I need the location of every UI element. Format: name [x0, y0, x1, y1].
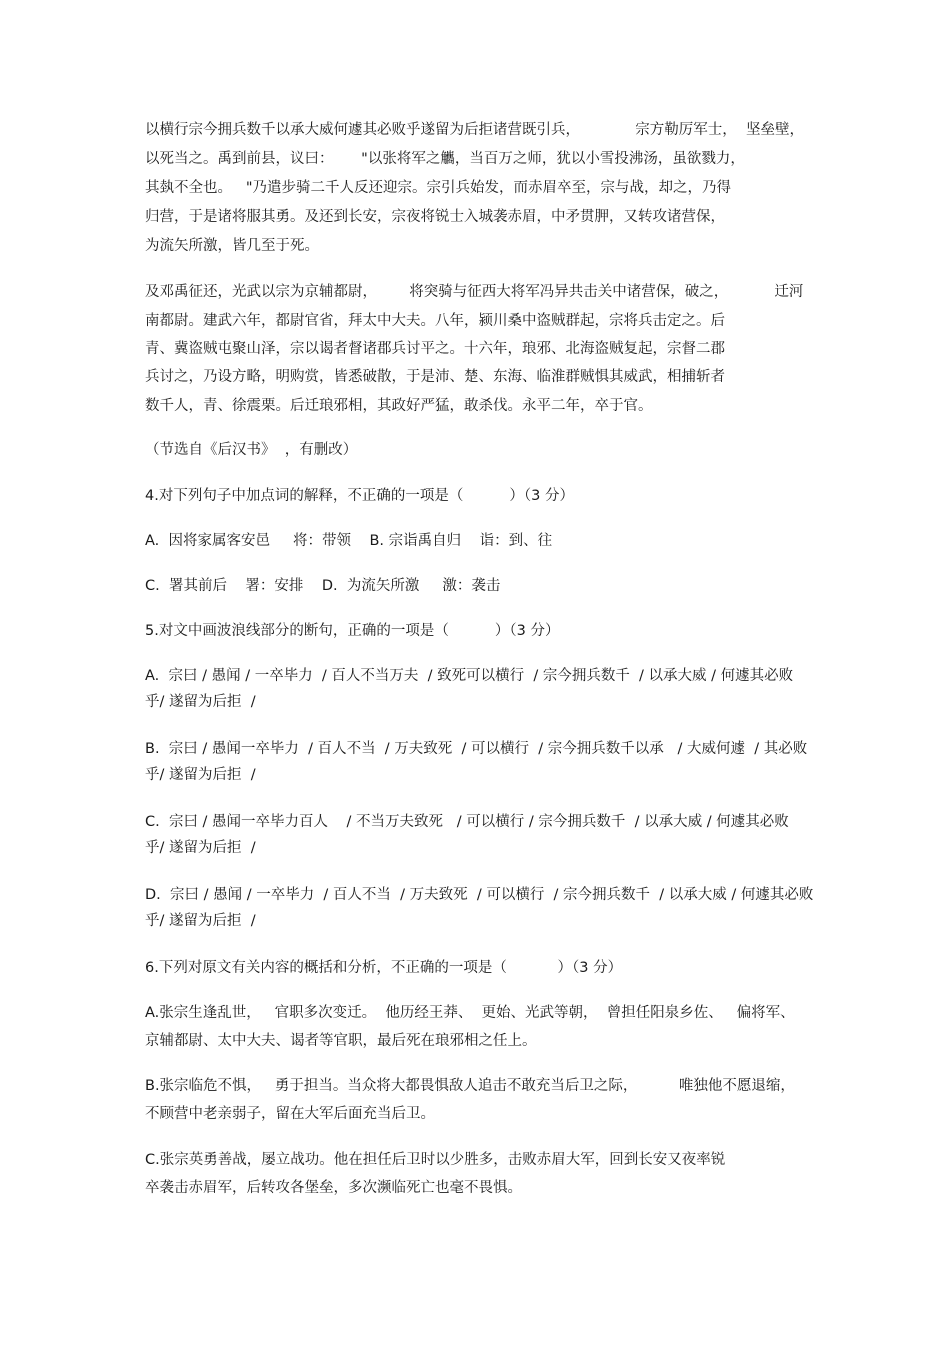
- passage-line: 其埶不全也。 "乃遣步骑二千人反还迎宗。宗引兵始发，而赤眉卒至，宗与战，却之，乃得: [145, 180, 731, 196]
- question-4-options-cd: C. 署其前后 署：安排 D. 为流矢所激 激：袭击: [145, 578, 501, 594]
- question-5-option-b-cont: 乎/ 遂留为后拒 /: [145, 767, 256, 783]
- source-note: （节选自《后汉书》 ，有删改）: [145, 442, 358, 458]
- passage-line: 兵讨之，乃设方略，明购赏，皆悉破散，于是沛、楚、东海、临淮群贼惧其威武，相捕斩者: [145, 369, 725, 385]
- question-5-option-c-cont: 乎/ 遂留为后拒 /: [145, 840, 256, 856]
- passage-line: 数千人，青、徐震栗。后迁琅邪相，其政好严猛，敢杀伐。永平二年，卒于官。: [145, 398, 653, 414]
- question-6-option-c: C.张宗英勇善战，屡立战功。他在担任后卫时以少胜多，击败赤眉大军，回到长安又夜率锐: [145, 1152, 726, 1168]
- question-5-option-b: B. 宗曰 / 愚闻一卒毕力 / 百人不当 / 万夫致死 / 可以横行 / 宗今拥兵数千以承 / 大威何遽 / 其必败: [145, 741, 808, 757]
- passage-line: 青、冀盗贼屯聚山泽，宗以谒者督诸郡兵讨平之。十六年，琅邪、北海盗贼复起，宗督二郡: [145, 341, 725, 357]
- question-6-option-b-cont: 不顾营中老亲弱子，留在大军后面充当后卫。: [145, 1106, 435, 1122]
- question-5: 5.对文中画波浪线部分的断句，正确的一项是（ ）（3 分）: [145, 623, 560, 639]
- question-5-option-d-cont: 乎/ 遂留为后拒 /: [145, 913, 256, 929]
- question-4-options-ab: A. 因将家属客安邑 将：带领 B. 宗诣禹自归 诣：到、往: [145, 533, 553, 549]
- passage-line: 为流矢所激，皆几至于死。: [145, 238, 319, 254]
- question-6-option-a-cont: 京辅都尉、太中大夫、谒者等官职，最后死在琅邪相之任上。: [145, 1033, 537, 1049]
- passage-line: 南都尉。建武六年，都尉官省，拜太中大夫。八年，颍川桑中盗贼群起，宗将兵击定之。后: [145, 313, 725, 329]
- passage-line: 以死当之。禹到前县，议曰： "以张将军之觿，当百万之师，犹以小雪投沸汤，虽欲戮力，: [145, 151, 745, 167]
- passage-line: 及邓禹征还，光武以宗为京辅都尉， 将突骑与征西大将军冯异共击关中诸营保，破之， 迁河: [145, 284, 804, 300]
- passage-line: 归营，于是诸将服其勇。及还到长安，宗夜将锐士入城袭赤眉，中矛贯胛，又转攻诸营保，: [145, 209, 725, 225]
- question-5-option-a: A. 宗曰 / 愚闻 / 一卒毕力 / 百人不当万夫 / 致死可以横行 / 宗今拥兵数千 / 以承大威 / 何遽其必败: [145, 668, 794, 684]
- question-6-option-a: A.张宗生逢乱世， 官职多次变迁。 他历经王莽、 更始、光武等朝， 曾担任阳泉乡佐、 偏将军、: [145, 1005, 795, 1021]
- question-6: 6.下列对原文有关内容的概括和分析，不正确的一项是（ ）（3 分）: [145, 960, 623, 976]
- question-5-option-c: C. 宗曰 / 愚闻一卒毕力百人 / 不当万夫致死 / 可以横行 / 宗今拥兵数千 / 以承大威 / 何遽其必败: [145, 814, 789, 830]
- passage-line: 以横行宗今拥兵数千以承大威何遽其必败乎遂留为后拒诸营既引兵， 宗方勒厉军士， 坚垒壁，: [145, 122, 805, 138]
- question-4: 4.对下列句子中加点词的解释，不正确的一项是（ ）（3 分）: [145, 488, 575, 504]
- question-5-option-d: D. 宗曰 / 愚闻 / 一卒毕力 / 百人不当 / 万夫致死 / 可以横行 / 宗今拥兵数千 / 以承大威 / 何遽其必败: [145, 887, 814, 903]
- question-6-option-c-cont: 卒袭击赤眉军，后转攻各堡垒，多次濒临死亡也毫不畏惧。: [145, 1180, 522, 1196]
- question-5-option-a-cont: 乎/ 遂留为后拒 /: [145, 694, 256, 710]
- question-6-option-b: B.张宗临危不惧， 勇于担当。当众将大都畏惧敌人追击不敢充当后卫之际， 唯独他不愿退缩，: [145, 1078, 795, 1094]
